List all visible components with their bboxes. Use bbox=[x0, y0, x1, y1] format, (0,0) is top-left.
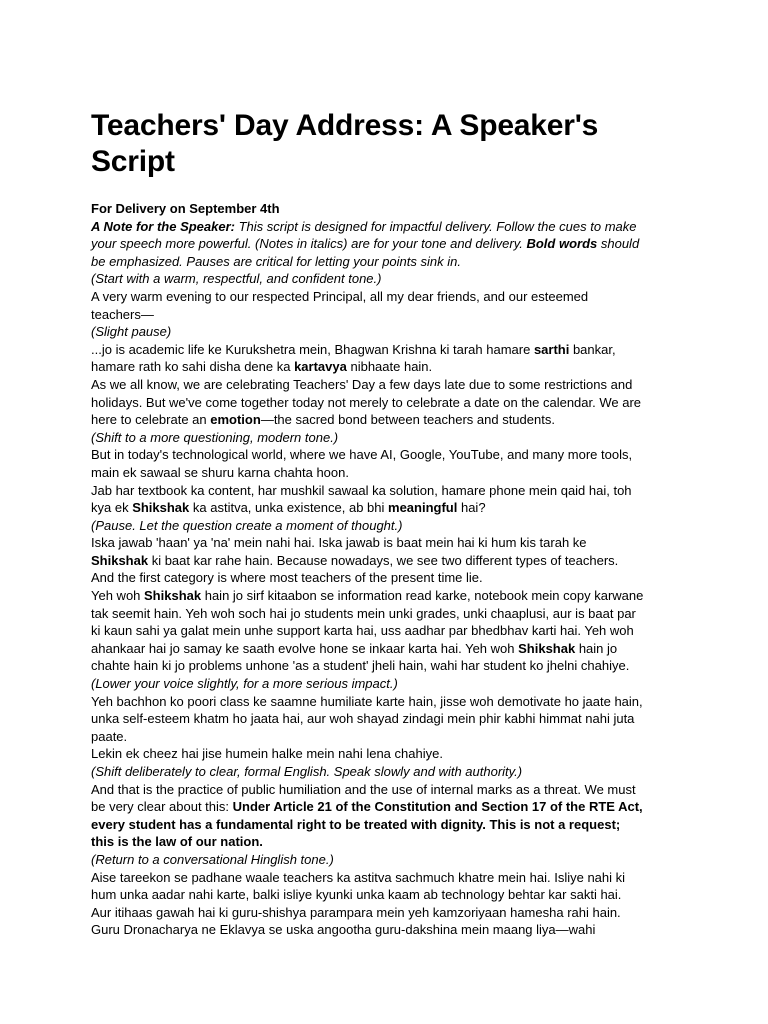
text-segment: ki baat kar rahe hain. Because nowadays, we see two different types of teachers. bbox=[148, 552, 619, 568]
delivery-cue-line bbox=[91, 323, 682, 341]
script-line bbox=[91, 499, 682, 517]
script-line bbox=[91, 482, 682, 500]
emphasized-text: Shikshak bbox=[144, 588, 202, 604]
script-line bbox=[91, 640, 682, 658]
script-line bbox=[91, 306, 682, 324]
delivery-cue-line bbox=[91, 429, 682, 447]
script-line bbox=[91, 781, 682, 799]
text-segment: nibhaate hain. bbox=[346, 359, 433, 375]
script-line bbox=[91, 411, 682, 429]
text-segment: This script is designed for impactful delivery. Follow the cues to make bbox=[235, 218, 637, 234]
script-line bbox=[91, 464, 682, 482]
text-segment: ka astitva, unka existence, ab bhi bbox=[189, 500, 389, 516]
text-segment: teachers— bbox=[91, 306, 154, 322]
speaker-note-line bbox=[91, 253, 682, 271]
emphasized-text: Under Article 21 of the Constitution and Section 17 of the RTE Act, bbox=[232, 799, 643, 815]
text-segment: ...jo is academic life ke Kurukshetra mein, Bhagwan Krishna ki tarah hamare bbox=[91, 341, 534, 357]
text-segment: (Shift deliberately to clear, formal English. Speak slowly and with authority.) bbox=[91, 764, 523, 779]
emphasized-text: Bold words bbox=[526, 236, 598, 252]
document-title: Teachers' Day Address: A Speaker's Script bbox=[91, 109, 599, 178]
script-line bbox=[91, 886, 682, 904]
script-line bbox=[91, 394, 682, 412]
text-segment: hamare rath ko sahi disha dene ka bbox=[91, 359, 295, 375]
delivery-cue-line bbox=[91, 851, 682, 869]
delivery-cue-line bbox=[91, 517, 682, 535]
text-segment: (Lower your voice slightly, for a more serious impact.) bbox=[91, 676, 398, 692]
text-segment: paate. bbox=[91, 728, 128, 744]
script-line bbox=[91, 605, 682, 623]
text-segment: ki kaun sahi ya galat mein unhe support karta hai, uss aadhar par bhedbhav karti hai. Yeh woh bbox=[91, 623, 634, 639]
text-segment: chahte hain ki jo problems unhone 'as a student' jheli hain, wahi har student ko jhelni chahiye. bbox=[91, 658, 630, 674]
text-segment: (Start with a warm, respectful, and confident tone.) bbox=[91, 271, 382, 287]
text-segment: (Shift to a more questioning, modern tone.) bbox=[91, 429, 339, 445]
emphasized-text: meaningful bbox=[388, 500, 458, 516]
delivery-cue-line bbox=[91, 675, 682, 693]
speaker-note-line bbox=[91, 235, 682, 253]
script-line bbox=[91, 288, 682, 306]
script-line bbox=[91, 816, 682, 834]
script-line bbox=[91, 358, 682, 376]
script-line bbox=[91, 446, 682, 464]
emphasized-text: sarthi bbox=[533, 341, 570, 357]
emphasized-text: every student has a fundamental right to be treated with dignity. This is not a request; bbox=[91, 816, 621, 832]
script-line bbox=[91, 569, 682, 587]
emphasized-text: Shikshak bbox=[91, 552, 149, 568]
text-segment: Lekin ek cheez hai jise humein halke mein nahi lena chahiye. bbox=[91, 746, 443, 762]
script-line bbox=[91, 869, 682, 887]
script-line bbox=[91, 622, 682, 640]
text-segment: And the first category is where most teachers of the present time lie. bbox=[91, 570, 483, 586]
script-line bbox=[91, 376, 682, 394]
text-segment: be very clear about this: bbox=[91, 799, 233, 815]
document-subtitle: For Delivery on September 4th bbox=[91, 201, 280, 216]
script-line bbox=[91, 921, 682, 939]
text-segment: should bbox=[597, 236, 640, 252]
text-segment: your speech more powerful. (Notes in italics) are for your tone and delivery. bbox=[91, 236, 527, 252]
text-segment: hain jo sirf kitaabon se information read karke, notebook mein copy karwane bbox=[201, 588, 644, 604]
text-segment: Iska jawab 'haan' ya 'na' mein nahi hai. Iska jawab is baat mein hai ki hum kis tarah ke bbox=[91, 535, 587, 551]
text-segment: But in today's technological world, where we have AI, Google, YouTube, and many more tools, bbox=[91, 447, 633, 463]
script-line bbox=[91, 904, 682, 922]
text-segment: bankar, bbox=[569, 341, 616, 357]
emphasized-text: Shikshak bbox=[132, 500, 190, 516]
text-segment: Aise tareekon se padhane waale teachers ka astitva sachmuch khatre mein hai. Isliye nahi ki bbox=[91, 869, 626, 885]
delivery-cue-line bbox=[91, 763, 682, 781]
emphasized-text: A Note for the Speaker: bbox=[91, 218, 235, 234]
script-line bbox=[91, 710, 682, 728]
text-segment: Guru Dronacharya ne Eklavya se uska angootha guru-dakshina mein maang liya—wahi bbox=[91, 922, 596, 938]
script-line bbox=[91, 552, 682, 570]
text-segment: be emphasized. Pauses are critical for letting your points sink in. bbox=[91, 253, 461, 269]
script-line bbox=[91, 657, 682, 675]
text-segment: A very warm evening to our respected Principal, all my dear friends, and our esteemed bbox=[91, 288, 589, 304]
script-line bbox=[91, 341, 682, 359]
text-segment: Aur itihaas gawah hai ki guru-shishya parampara mein yeh kamzoriyaan hamesha rahi hain. bbox=[91, 904, 621, 920]
script-line bbox=[91, 745, 682, 763]
text-segment: hum unka aadar nahi karte, balki isliye kyunki unka kaam ab technology behtar kar sakti hai. bbox=[91, 887, 622, 903]
text-segment: (Slight pause) bbox=[91, 324, 172, 340]
script-line bbox=[91, 728, 682, 746]
text-segment: And that is the practice of public humiliation and the use of internal marks as a threat. We must bbox=[91, 781, 636, 797]
script-line bbox=[91, 833, 682, 851]
script-line bbox=[91, 798, 682, 816]
delivery-cue-line bbox=[91, 270, 682, 288]
text-segment: kya ek bbox=[91, 500, 133, 516]
text-segment: Yeh woh bbox=[91, 588, 145, 604]
text-segment: ahankaar hai jo samay ke saath evolve hone se inkaar karta hai. Yeh woh bbox=[91, 640, 519, 656]
text-segment: As we all know, we are celebrating Teachers' Day a few days late due to some restrictions and bbox=[91, 376, 633, 392]
text-segment: tak seemit hain. Yeh woh soch hai jo students mein unki grades, unki chaaplusi, aur is baat par bbox=[91, 605, 636, 621]
text-segment: —the sacred bond between teachers and students. bbox=[260, 412, 555, 428]
text-segment: main ek sawaal se shuru karna chahta hoon. bbox=[91, 464, 349, 480]
text-segment: Yeh bachhon ko poori class ke saamne humiliate karte hain, jisse woh demotivate ho jaate hain, bbox=[91, 693, 643, 709]
text-segment: unka self-esteem khatm ho jaata hai, aur woh shayad zindagi mein phir kabhi himmat nahi juta bbox=[91, 711, 635, 727]
document-body bbox=[91, 218, 682, 939]
text-segment: here to celebrate an bbox=[91, 412, 211, 428]
script-line bbox=[91, 587, 682, 605]
emphasized-text: emotion bbox=[210, 412, 261, 428]
emphasized-text: this is the law of our nation. bbox=[91, 834, 263, 850]
text-segment: hai? bbox=[457, 500, 486, 516]
script-line bbox=[91, 693, 682, 711]
text-segment: (Return to a conversational Hinglish tone.) bbox=[91, 851, 334, 867]
text-segment: (Pause. Let the question create a moment of thought.) bbox=[91, 517, 403, 533]
text-segment: holidays. But we've come together today not merely to celebrate a date on the calendar. We are bbox=[91, 394, 642, 410]
emphasized-text: kartavya bbox=[294, 359, 347, 375]
emphasized-text: Shikshak bbox=[518, 640, 576, 656]
text-segment: hain jo bbox=[575, 640, 618, 656]
text-segment: Jab har textbook ka content, har mushkil sawaal ka solution, hamare phone mein qaid hai, toh bbox=[91, 482, 632, 498]
speaker-note-line bbox=[91, 218, 682, 236]
script-line bbox=[91, 534, 682, 552]
